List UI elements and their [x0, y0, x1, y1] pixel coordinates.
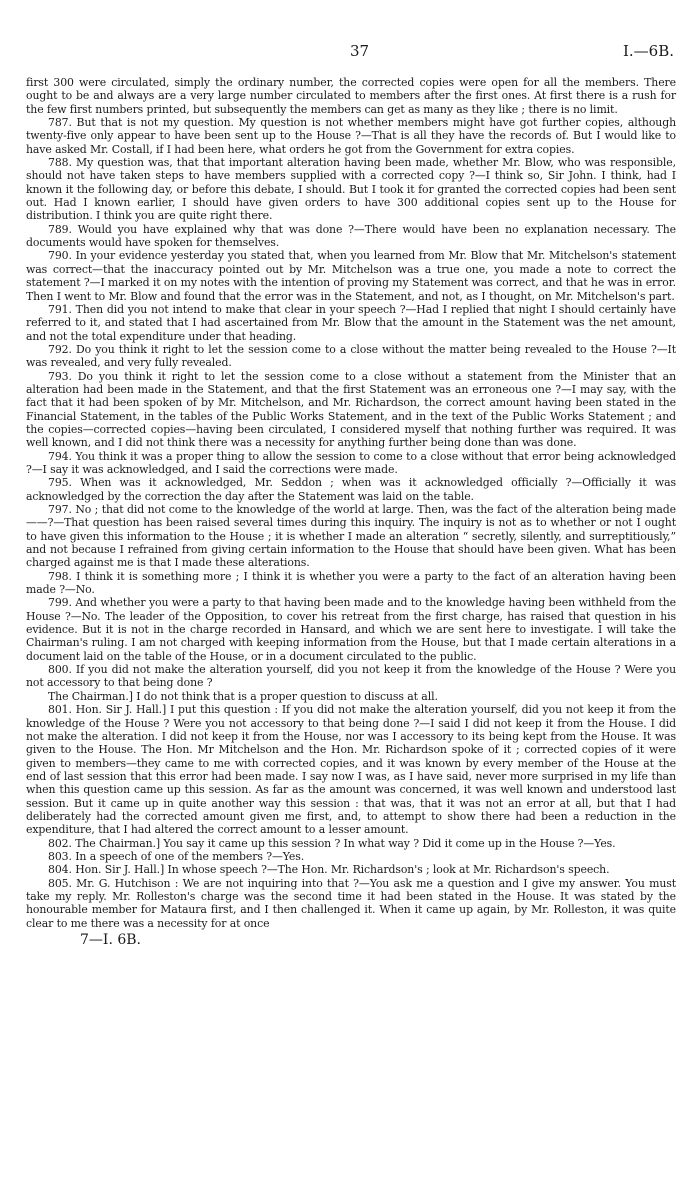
paragraph: 803. In a speech of one of the members ?—Yes. — [48, 849, 305, 863]
paragraph: first 300 were circulated, simply the ordinary number, the corrected copies were open for all the members. There ought to be and always are a very large number circulated to members after the first ones. At first there is a rush for the few first numbers printed, but subsequently the members can get as many as they like ; there is no limit. — [26, 76, 676, 116]
document-body — [26, 76, 676, 930]
paragraph: 799. And whether you were a party to that having been made and to the knowledge having been withheld from the House ?—No. The leader of the Opposition, to cover his retreat from the first charge, has raised that question in his evidence. But it is not in the charge recorded in Hansard, and which we are sent here to investigate. I will take the Chairman's ruling. I am not charged with keeping information from the House, but that I made certain alterations in a document laid on the table of the House, or in a document circulated to the public. — [26, 596, 676, 663]
paragraph: 794. You think it was a proper thing to allow the session to come to a close without that error being acknowledged ?—I say it was acknowledged, and I said the corrections were made. — [26, 449, 676, 476]
paragraph: The Chairman.] I do not think that is a proper question to discuss at all. — [48, 689, 438, 703]
paragraph: 787. But that is not my question. My question is not whether members might have got further copies, although twenty-five only appear to have been sent up to the House ?—That is all they have the records of. But I would like to have asked Mr. Costall, if I had been here, what orders he got from the Government for extra copies. — [26, 116, 676, 156]
paragraph: 804. Hon. Sir J. Hall.] In whose speech ?—The Hon. Mr. Richardson's ; look at Mr. Richardson's speech. — [48, 863, 610, 877]
paragraph: 795. When was it acknowledged, Mr. Seddon ; when was it acknowledged officially ?—Officially it was acknowledged by the correction the day after the Statement was laid on the table. — [26, 476, 676, 503]
paragraph: 793. Do you think it right to let the session come to a close without a statement from the Minister that an alteration had been made in the Statement, and that the first Statement was an erroneous one ?—I may say, with the fact that it had been spoken of by Mr. Mitchelson, and Mr. Richardson, the correct amount having been stated in the Financial Statement, in the tables of the Public Works Statement, and in the text of the Public Works Statement ; and the copies—corrected copies—having been circulated, I considered myself that nothing further was required. It was well known, and I did not think there was a necessity for anything further being done than was done. — [26, 369, 676, 450]
paragraph: 788. My question was, that that important alteration having been made, whether Mr. Blow, who was responsible, should not have taken steps to have members supplied with a corrected copy ?—I think so, Sir John. I think, had I known it the following day, or before this debate, I should. But I took it for granted the corrected copies had been sent out. Had I known earlier, I should have given orders to have 300 additional copies sent up to the House for distribution. I think you are quite right there. — [26, 156, 676, 223]
paragraph: 797. No ; that did not come to the knowledge of the world at large. Then, was the fact of the alteration being made——?—That question has been raised several times during this inquiry. The inquiry is not as to whether or not I ought to have given this information to the House ; it is whether I made an alteration “ secretly, silently, and surreptitiously,” and not because I refrained from giving certain information to the House that should have been given. What has been charged against me is that I made these alterations. — [26, 503, 676, 570]
paragraph: 789. Would you have explained why that was done ?—There would have been no explanation necessary. The documents would have spoken for themselves. — [26, 222, 676, 250]
page-header — [26, 42, 676, 66]
paragraph: 802. The Chairman.] You say it came up this session ? In what way ? Did it come up in the House ?—Yes. — [48, 836, 616, 850]
paragraph: 805. Mr. G. Hutchison : We are not inquiring into that ?—You ask me a question and I give my answer. You must take my reply. Mr. Rolleston's charge was the second time it had been stated in the House. It was stated by the honourable member for Mataura first, and I then challenged it. When it came up again, by Mr. Rolleston, it was quite clear to me there was a necessity for at once — [26, 876, 676, 930]
paragraph: 801. Hon. Sir J. Hall.] I put this question : If you did not make the alteration yourself, did you not keep it from the knowledge of the House ? Were you not accessory to that being done ?—I said I did not keep it from the House. I did not make the alteration. I did not keep it from the House, nor was I accessory to its being kept from the House. It was given to the House. The Hon. Mr Mitchelson and the Hon. Mr. Richardson spoke of it ; corrected copies of it were given to members—they came to me with corrected copies, and it was known by every member of the House at the end of last session that this error had been made. I say now I was, as I have said, never more surprised in my life than when this question came up this session. As far as the amount was concerned, it was well known and understood last session. But it came up in quite another way this session : that was, that it was not an error at all, but that I had deliberately had the corrected amount given me first, and, to attempt to show there had been a reduction in the expenditure, that I had altered the correct amount to a lesser amount. — [26, 703, 676, 837]
paragraph: 790. In your evidence yesterday you stated that, when you learned from Mr. Blow that Mr. Mitchelson's statement was correct—that the inaccuracy pointed out by Mr. Mitchelson was a true one, you made a note to correct the statement ?—I marked it on my notes with the intention of proving my Statement was correct, and that he was in error. Then I went to Mr. Blow and found that the error was in the Statement, and not, as I thought, on Mr. Mitchelson's part. — [26, 249, 676, 303]
paragraph: 791. Then did you not intend to make that clear in your speech ?—Had I replied that night I should certainly have referred to it, and stated that I had ascertained from Mr. Blow that the amount in the Statement was the net amount, and not the total expenditure under that heading. — [26, 302, 676, 343]
paragraph: 798. I think it is something more ; I think it is whether you were a party to the fact of an alteration having been made ?—No. — [26, 569, 676, 597]
paragraph: 792. Do you think it right to let the session come to a close without the matter being revealed to the House ?—It was revealed, and very fully revealed. — [26, 342, 676, 370]
page-signature: 7—I. 6B. — [80, 932, 141, 948]
paragraph: 800. If you did not make the alteration yourself, did you not keep it from the knowledge of the House ? Were you not accessory to that being done ? — [26, 663, 676, 690]
page-number: 37 — [350, 42, 370, 60]
document-reference: I.—6B. — [622, 42, 674, 60]
